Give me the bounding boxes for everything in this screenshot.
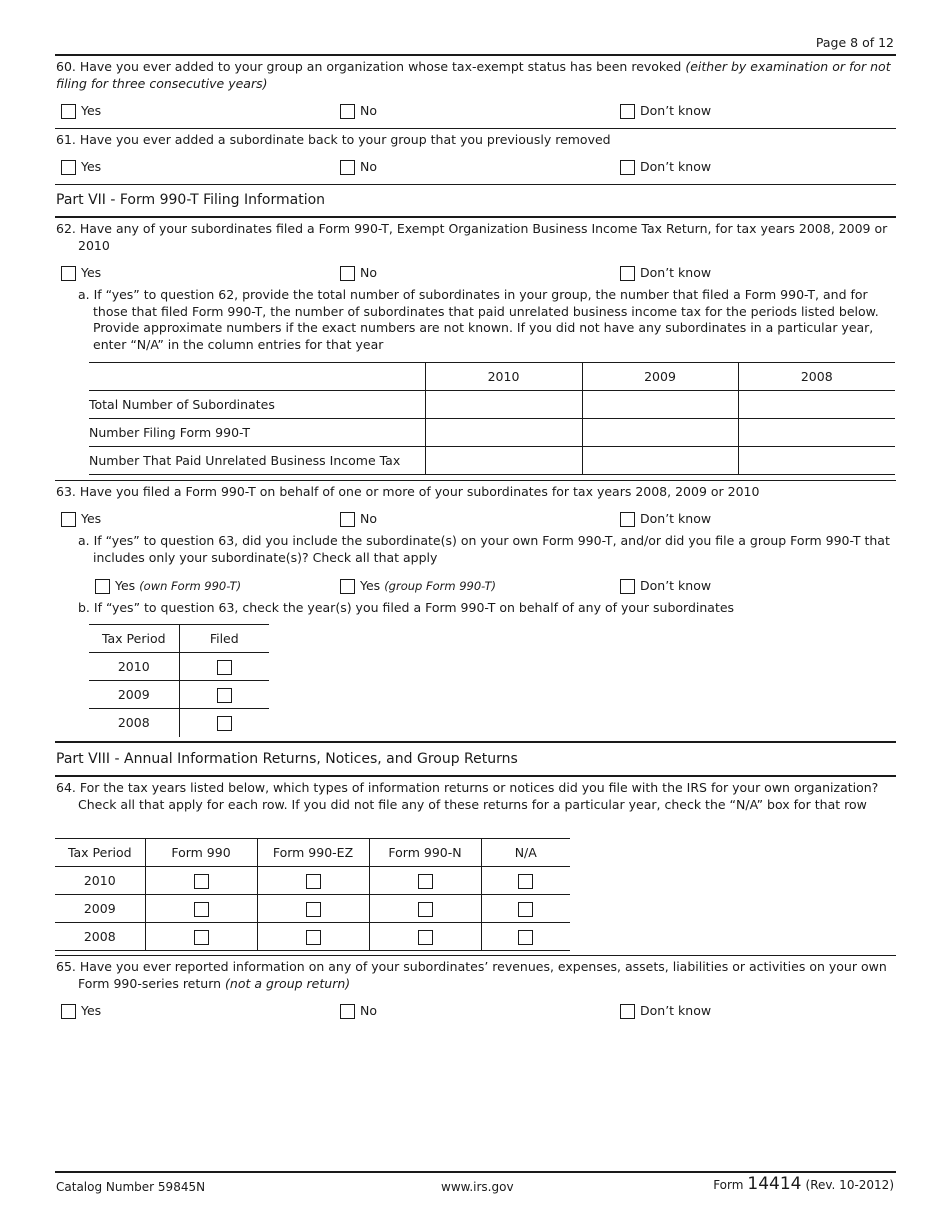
filed-checkbox[interactable] <box>217 716 232 731</box>
header-year: 2010 <box>425 363 582 391</box>
form-990-n-checkbox[interactable] <box>418 902 433 917</box>
form-990-n-checkbox[interactable] <box>418 874 433 889</box>
header-na: N/A <box>481 839 570 867</box>
checkbox-cell <box>369 923 481 951</box>
na-checkbox[interactable] <box>518 930 533 945</box>
table-input-cell[interactable] <box>582 391 738 419</box>
q62-dont-know-option[interactable] <box>620 265 711 281</box>
q60-no-checkbox[interactable] <box>340 104 355 119</box>
question-65-text: 65. Have you ever reported information on any of your subordinates’ revenues, expenses, assets, liabilities or activities on your own Form 990-series return <box>56 959 887 991</box>
checkbox-cell <box>369 867 481 895</box>
row-year: 2008 <box>117 715 150 731</box>
form-revision: (Rev. 10-2012) <box>805 1178 894 1192</box>
checkbox-cell <box>257 923 369 951</box>
q63-yes-checkbox[interactable] <box>61 512 76 527</box>
table-row <box>55 923 570 951</box>
q63a-group-form-label: Yes <box>360 578 381 593</box>
question-62a: a. If “yes” to question 62, provide the total number of subordinates in your group, the number that filed a Form 990-T, and for those that filed Form 990-T, the number of subordinates that paid unrelated business income tax for the periods listed below. Provide approximate numbers if the exact numbers are not known. If you did not have any subordinates in a particular year, enter “N/A” in the column entries for that year <box>78 287 879 352</box>
row-label: Number That Paid Unrelated Business Income Tax <box>89 453 401 468</box>
question-63: 63. Have you filed a Form 990-T on behalf of one or more of your subordinates for tax years 2008, 2009 or 2010 <box>56 484 760 499</box>
table-row <box>89 391 895 419</box>
checkbox-cell <box>145 867 257 895</box>
form-990-ez-checkbox[interactable] <box>306 930 321 945</box>
info-returns-table <box>55 838 570 951</box>
q63-yes-option[interactable] <box>61 511 101 527</box>
q63a-dont-know-label: Don’t know <box>640 578 712 593</box>
form-990-ez-checkbox[interactable] <box>306 874 321 889</box>
table-row <box>55 867 570 895</box>
question-63b: b. If “yes” to question 63, check the year(s) you filed a Form 990-T on behalf of any of your subordinates <box>78 600 735 615</box>
checkbox-cell <box>481 923 570 951</box>
q60-yes-checkbox[interactable] <box>61 104 76 119</box>
q63-no-option[interactable] <box>340 511 377 527</box>
form-990-n-checkbox[interactable] <box>418 930 433 945</box>
table-input-cell[interactable] <box>582 419 738 447</box>
q65-yes-checkbox[interactable] <box>61 1004 76 1019</box>
q61-no-option[interactable] <box>340 159 377 175</box>
header-tax-period: Tax Period <box>101 631 166 646</box>
form-990-checkbox[interactable] <box>194 930 209 945</box>
checkbox-cell <box>481 895 570 923</box>
header-form-990-n: Form 990-N <box>369 839 481 867</box>
form-number: 14414 <box>747 1174 802 1194</box>
part-7-title: Part VII - Form 990-T Filing Information <box>56 192 326 208</box>
catalog-number: Catalog Number 59845N <box>56 1180 206 1194</box>
q60-dont-know-label: Don’t know <box>640 103 712 118</box>
table-header-row <box>55 839 570 867</box>
part-8-rule <box>55 775 896 777</box>
table-header-row <box>89 625 269 653</box>
question-64: 64. For the tax years listed below, which types of information returns or notices did you file with the IRS for your own organization? Check all that apply for each row. If you did not file any of these returns for a particular year, check the “N/A” box for that row <box>56 780 879 812</box>
q60-dont-know-checkbox[interactable] <box>620 104 635 119</box>
q65-dont-know-option[interactable] <box>620 1003 711 1019</box>
checkbox-cell <box>257 895 369 923</box>
table-row <box>55 895 570 923</box>
filed-cell <box>179 709 269 737</box>
q61-yes-label: Yes <box>81 159 102 174</box>
q65-no-label: No <box>360 1003 377 1018</box>
table-input-cell[interactable] <box>582 447 738 475</box>
q63a-group-form-option[interactable] <box>340 578 496 594</box>
question-63a: a. If “yes” to question 63, did you include the subordinate(s) on your own Form 990-T, and/or did you file a group Form 990-T that includes only your subordinate(s)? Check all that apply <box>78 533 890 565</box>
q62-no-label: No <box>360 265 377 280</box>
question-60-note: (either by examination or for not filing for three consecutive years) <box>56 59 891 91</box>
q63a-own-form-checkbox[interactable] <box>95 579 110 594</box>
row-year: 2009 <box>117 687 150 702</box>
q62-yes-label: Yes <box>81 265 102 280</box>
form-990-checkbox[interactable] <box>194 902 209 917</box>
question-61: 61. Have you ever added a subordinate back to your group that you previously removed <box>56 132 611 147</box>
q62-yes-checkbox[interactable] <box>61 266 76 281</box>
question-60 <box>56 59 894 92</box>
q62-no-checkbox[interactable] <box>340 266 355 281</box>
header-year: 2009 <box>582 363 738 391</box>
header-tax-period: Tax Period <box>67 845 132 860</box>
q60-yes-option[interactable] <box>61 103 101 119</box>
question-60-text: 60. Have you ever added to your group an organization whose tax-exempt status has been revoked <box>56 59 682 74</box>
q65-no-option[interactable] <box>340 1003 377 1019</box>
header-blank <box>89 363 425 391</box>
checkbox-cell <box>145 895 257 923</box>
table-row <box>89 419 895 447</box>
q60-yes-label: Yes <box>81 103 102 118</box>
table-input-cell[interactable] <box>738 447 895 475</box>
q60-no-option[interactable] <box>340 103 377 119</box>
q65-no-checkbox[interactable] <box>340 1004 355 1019</box>
q63a-group-form-note: (group Form 990-T) <box>384 579 496 593</box>
checkbox-cell <box>145 923 257 951</box>
header-year: 2008 <box>738 363 895 391</box>
q61-dont-know-label: Don’t know <box>640 159 712 174</box>
q65-yes-option[interactable] <box>61 1003 101 1019</box>
q65-dont-know-checkbox[interactable] <box>620 1004 635 1019</box>
form-prefix: Form <box>713 1178 744 1192</box>
row-year: 2010 <box>83 873 116 888</box>
q61-no-checkbox[interactable] <box>340 160 355 175</box>
q63-yes-label: Yes <box>81 511 102 526</box>
q60-no-label: No <box>360 103 377 118</box>
q63a-dont-know-option[interactable] <box>620 578 711 594</box>
table-row <box>89 653 269 681</box>
form-990-ez-checkbox[interactable] <box>306 902 321 917</box>
table-header-row <box>89 363 895 391</box>
header-form-990-ez: Form 990-EZ <box>257 839 369 867</box>
table-input-cell[interactable] <box>738 391 895 419</box>
row-year: 2010 <box>117 659 150 674</box>
na-checkbox[interactable] <box>518 902 533 917</box>
filed-years-table <box>89 624 269 737</box>
page-number: Page 8 of 12 <box>815 35 894 50</box>
table-input-cell[interactable] <box>425 447 582 475</box>
q63a-own-form-option[interactable] <box>95 578 241 594</box>
divider <box>55 480 896 481</box>
top-rule <box>55 54 896 56</box>
q60-dont-know-option[interactable] <box>620 103 711 119</box>
filed-cell <box>179 653 269 681</box>
table-input-cell[interactable] <box>425 391 582 419</box>
q62-no-option[interactable] <box>340 265 377 281</box>
checkbox-cell <box>481 867 570 895</box>
q63-no-checkbox[interactable] <box>340 512 355 527</box>
q62-dont-know-label: Don’t know <box>640 265 712 280</box>
table-input-cell[interactable] <box>738 419 895 447</box>
checkbox-cell <box>257 867 369 895</box>
part-8-top-rule <box>55 741 896 743</box>
part-8-title: Part VIII - Annual Information Returns, Notices, and Group Returns <box>56 751 518 767</box>
question-65 <box>56 959 894 992</box>
header-form-990: Form 990 <box>145 839 257 867</box>
checkbox-cell <box>369 895 481 923</box>
na-checkbox[interactable] <box>518 874 533 889</box>
q63a-own-form-label: Yes <box>115 578 136 593</box>
filed-cell <box>179 681 269 709</box>
q63-dont-know-option[interactable] <box>620 511 711 527</box>
form-990-checkbox[interactable] <box>194 874 209 889</box>
row-label: Number Filing Form 990-T <box>89 425 251 440</box>
q61-dont-know-option[interactable] <box>620 159 711 175</box>
divider <box>55 955 896 956</box>
q65-yes-label: Yes <box>81 1003 102 1018</box>
question-62: 62. Have any of your subordinates filed a Form 990-T, Exempt Organization Business Income Tax Return, for tax years 2008, 2009 or 2010 <box>56 221 888 253</box>
row-year: 2008 <box>83 929 116 944</box>
q61-yes-option[interactable] <box>61 159 101 175</box>
q61-no-label: No <box>360 159 377 174</box>
table-row <box>89 681 269 709</box>
q63a-own-form-note: (own Form 990-T) <box>139 579 242 593</box>
q63a-group-form-checkbox[interactable] <box>340 579 355 594</box>
question-65-note: (not a group return) <box>225 975 351 991</box>
row-label: Total Number of Subordinates <box>89 397 275 412</box>
divider <box>55 184 896 185</box>
form-id <box>713 1174 894 1194</box>
filed-checkbox[interactable] <box>217 660 232 675</box>
table-row <box>89 447 895 475</box>
divider <box>55 128 896 129</box>
q63-no-label: No <box>360 511 377 526</box>
part-7-rule <box>55 216 896 218</box>
q65-dont-know-label: Don’t know <box>640 1003 712 1018</box>
header-filed: Filed <box>179 625 269 653</box>
table-row <box>89 709 269 737</box>
subordinates-990t-table <box>89 362 895 475</box>
filed-checkbox[interactable] <box>217 688 232 703</box>
q63-dont-know-checkbox[interactable] <box>620 512 635 527</box>
q63-dont-know-label: Don’t know <box>640 511 712 526</box>
q61-dont-know-checkbox[interactable] <box>620 160 635 175</box>
q62-yes-option[interactable] <box>61 265 101 281</box>
website-link[interactable]: www.irs.gov <box>441 1180 514 1194</box>
q63a-dont-know-checkbox[interactable] <box>620 579 635 594</box>
q61-yes-checkbox[interactable] <box>61 160 76 175</box>
footer-rule <box>55 1171 896 1173</box>
q62-dont-know-checkbox[interactable] <box>620 266 635 281</box>
row-year: 2009 <box>83 901 116 916</box>
table-input-cell[interactable] <box>425 419 582 447</box>
